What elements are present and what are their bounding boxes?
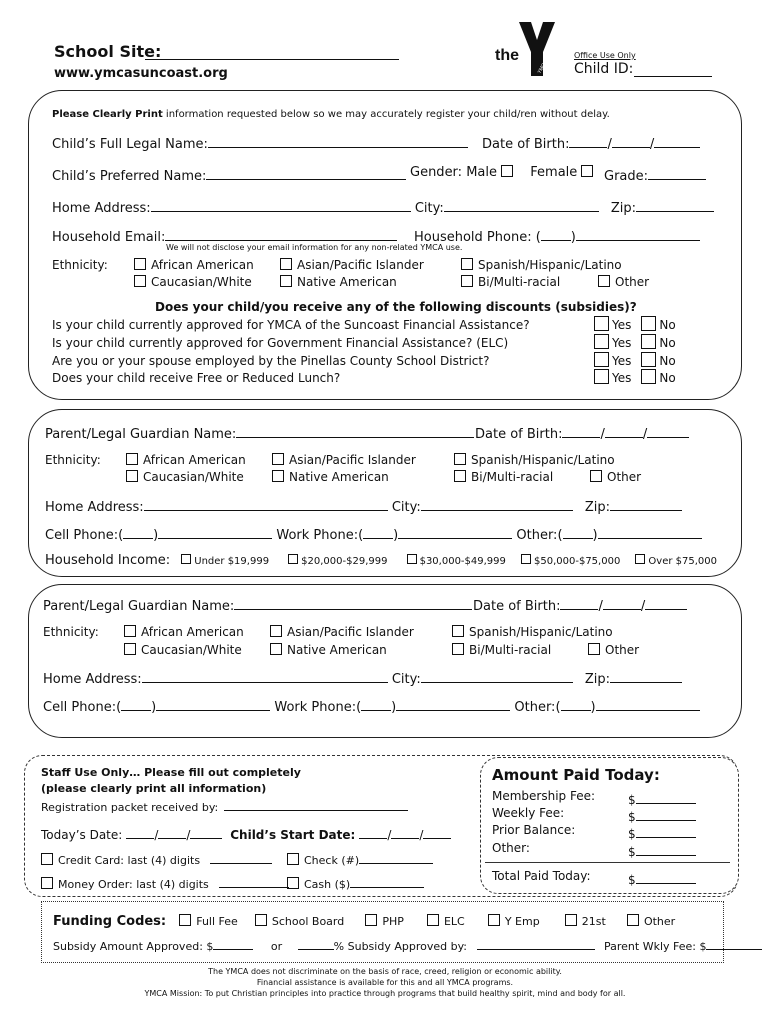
prior-balance-label: Prior Balance:: [492, 823, 576, 837]
g2-eth-hispanic[interactable]: Spanish/Hispanic/Latino: [452, 625, 613, 639]
g2-ethnicity-label: Ethnicity:: [43, 625, 99, 639]
g2-eth-asian-pacific[interactable]: Asian/Pacific Islander: [270, 625, 414, 639]
g1-cell-field[interactable]: [158, 524, 272, 539]
check-row: Check (#): [287, 851, 433, 867]
q1-answers: Yes No: [594, 318, 676, 333]
weekly-fee-row: $: [628, 806, 696, 824]
eth-caucasian[interactable]: Caucasian/White: [134, 275, 252, 289]
checkbox[interactable]: [272, 470, 284, 482]
office-use-label: Office Use Only: [574, 51, 636, 60]
g1-address-field[interactable]: [144, 496, 388, 511]
checkbox[interactable]: [598, 275, 610, 287]
checkbox[interactable]: [635, 554, 645, 564]
checkbox[interactable]: [179, 914, 191, 926]
email-row: Household Email:: [52, 226, 397, 245]
g2-work-field[interactable]: [396, 696, 510, 711]
q2-answers: Yes No: [594, 336, 676, 351]
g2-eth-caucasian[interactable]: Caucasian/White: [124, 643, 242, 657]
male-checkbox[interactable]: [501, 165, 513, 177]
g2-dob-year[interactable]: [645, 595, 687, 610]
question-3: Are you or your spouse employed by the Pinellas County School District?: [52, 354, 490, 368]
packet-received-field[interactable]: [224, 798, 408, 811]
checkbox[interactable]: [590, 470, 602, 482]
g2-work-area[interactable]: [361, 696, 391, 711]
credit-card-checkbox[interactable]: [41, 853, 53, 865]
checkbox[interactable]: [270, 625, 282, 637]
child-id-field[interactable]: [634, 62, 712, 77]
child-zip-field[interactable]: [636, 197, 714, 212]
checkbox[interactable]: [452, 625, 464, 637]
household-phone-row: Household Phone: ( ): [414, 226, 700, 245]
phone-area-field[interactable]: [541, 226, 571, 241]
g1-cell-area[interactable]: [123, 524, 153, 539]
g1-city-field[interactable]: [421, 496, 573, 511]
g1-eth-native-american[interactable]: Native American: [272, 470, 389, 484]
packet-row: Registration packet received by:: [41, 798, 408, 814]
g1-dob-month[interactable]: [562, 423, 600, 438]
child-dob-day[interactable]: [612, 133, 650, 148]
no-checkbox[interactable]: [641, 334, 656, 349]
child-address-row: Home Address: City: Zip:: [52, 197, 714, 216]
question-2: Is your child currently approved for Government Financial Assistance? (ELC): [52, 336, 509, 350]
child-address-field[interactable]: [151, 197, 411, 212]
staff-subtitle: (please clearly print all information): [41, 782, 267, 795]
weekly-fee-label: Weekly Fee:: [492, 806, 565, 820]
g2-address-row: Home Address: City: Zip:: [43, 668, 682, 687]
child-dob-year[interactable]: [654, 133, 700, 148]
amount-paid-title: Amount Paid Today:: [492, 766, 660, 784]
g1-other-area[interactable]: [563, 524, 593, 539]
credit-card-row: Credit Card: last (4) digits: [41, 851, 272, 867]
g1-eth-hispanic[interactable]: Spanish/Hispanic/Latino: [454, 453, 615, 467]
discount-question: Does your child/you receive any of the following discounts (subsidies)?: [155, 300, 637, 314]
checkbox[interactable]: [454, 453, 466, 465]
subsidy-percent-field[interactable]: [298, 937, 334, 950]
svg-text:YMCA: YMCA: [536, 59, 549, 75]
checkbox[interactable]: [627, 914, 639, 926]
checkbox[interactable]: [181, 554, 191, 564]
prior-balance-row: $: [628, 823, 696, 841]
g1-eth-other[interactable]: Other: [590, 470, 641, 484]
g2-other-field[interactable]: [596, 696, 700, 711]
no-checkbox[interactable]: [641, 316, 656, 331]
phone-field[interactable]: [576, 226, 700, 241]
q3-answers: Yes No: [594, 354, 676, 369]
g2-eth-african-american[interactable]: African American: [124, 625, 244, 639]
child-full-name-field[interactable]: [208, 133, 468, 148]
credit-card-field[interactable]: [210, 851, 272, 864]
g1-work-field[interactable]: [398, 524, 512, 539]
g1-name-row: Parent/Legal Guardian Name:: [45, 423, 474, 442]
q4-answers: Yes No: [594, 371, 676, 386]
child-preferred-field[interactable]: [206, 165, 406, 180]
checkbox[interactable]: [134, 275, 146, 287]
checkbox[interactable]: [124, 643, 136, 655]
g1-dob-row: Date of Birth: / /: [475, 423, 689, 442]
g1-work-area[interactable]: [363, 524, 393, 539]
checkbox[interactable]: [124, 625, 136, 637]
membership-fee-label: Membership Fee:: [492, 789, 596, 803]
school-site-label: School Site:: [54, 42, 162, 61]
g2-eth-other[interactable]: Other: [588, 643, 639, 657]
dates-row: Today’s Date: / / Child’s Start Date: / /: [41, 824, 451, 842]
subsidy-row: Subsidy Amount Approved: $ or % Subsidy Approved by: Parent Wkly Fee: $: [53, 937, 762, 953]
website: www.ymcasuncoast.org: [54, 66, 228, 81]
female-checkbox[interactable]: [581, 165, 593, 177]
membership-fee-field[interactable]: [636, 789, 696, 804]
checkbox[interactable]: [280, 258, 292, 270]
g2-name-row: Parent/Legal Guardian Name:: [43, 595, 472, 614]
eth-other[interactable]: Other: [598, 275, 649, 289]
cash-field[interactable]: [350, 875, 424, 888]
checkbox[interactable]: [461, 275, 473, 287]
checkbox[interactable]: [255, 914, 267, 926]
checkbox[interactable]: [521, 554, 531, 564]
g2-zip-field[interactable]: [610, 668, 682, 683]
email-field[interactable]: [165, 226, 397, 241]
eth-multiracial[interactable]: Bi/Multi-racial: [461, 275, 560, 289]
ymca-logo: [493, 20, 565, 80]
g2-address-field[interactable]: [142, 668, 388, 683]
checkbox[interactable]: [126, 470, 138, 482]
checkbox[interactable]: [588, 643, 600, 655]
household-income-row: Household Income: Under $19,999 $20,000-$29,999 $30,000-$49,999 $50,000-$75,000 Over $75,000: [45, 553, 718, 568]
checkbox[interactable]: [365, 914, 377, 926]
other-fee-field[interactable]: [636, 841, 696, 856]
g2-eth-multiracial[interactable]: Bi/Multi-racial: [452, 643, 551, 657]
grade-row: Grade:: [604, 165, 706, 184]
other-label: Other:: [492, 841, 530, 855]
cash-checkbox[interactable]: [287, 877, 299, 889]
g1-address-row: Home Address: City: Zip:: [45, 496, 682, 515]
child-preferred-row: Child’s Preferred Name:: [52, 165, 406, 184]
yes-checkbox[interactable]: [594, 369, 609, 384]
checkbox[interactable]: [126, 453, 138, 465]
money-order-checkbox[interactable]: [41, 877, 53, 889]
other-fee-row: $: [628, 841, 696, 859]
g1-phones-row: Cell Phone:( ) Work Phone:( ) Other:( ): [45, 524, 702, 543]
funding-codes-row: Funding Codes: Full Fee School Board PHP ELC Y Emp 21st Other: [53, 914, 676, 929]
approved-by-field[interactable]: [477, 937, 595, 950]
footer-line-2: Financial assistance is available for this and all YMCA programs.: [256, 978, 514, 987]
total-paid-field[interactable]: [636, 869, 696, 884]
g2-phones-row: Cell Phone:( ) Work Phone:( ) Other:( ): [43, 696, 700, 715]
amount-divider: [485, 862, 730, 863]
membership-fee-row: $: [628, 789, 696, 807]
no-checkbox[interactable]: [641, 352, 656, 367]
g1-other-field[interactable]: [598, 524, 702, 539]
checkbox[interactable]: [452, 643, 464, 655]
money-order-field[interactable]: [219, 875, 289, 888]
gender-row: Gender: Male Female: [410, 165, 598, 180]
school-site-field[interactable]: [145, 44, 399, 60]
g2-cell-field[interactable]: [156, 696, 270, 711]
g1-dob-day[interactable]: [605, 423, 643, 438]
child-dob-row: Date of Birth: / /: [482, 133, 700, 152]
g2-other-area[interactable]: [561, 696, 591, 711]
g2-dob-row: Date of Birth: / /: [473, 595, 687, 614]
eth-african-american[interactable]: African American: [134, 258, 254, 272]
g1-eth-caucasian[interactable]: Caucasian/White: [126, 470, 244, 484]
check-field[interactable]: [359, 851, 433, 864]
today-month[interactable]: [126, 824, 154, 839]
footer-mission: YMCA Mission: To put Christian principles into practice through programs that build healthy spirit, mind and body for all.: [144, 989, 626, 998]
no-checkbox[interactable]: [641, 369, 656, 384]
eth-asian-pacific[interactable]: Asian/Pacific Islander: [280, 258, 424, 272]
weekly-fee-field[interactable]: [636, 806, 696, 821]
yes-checkbox[interactable]: [594, 334, 609, 349]
start-year[interactable]: [423, 824, 451, 839]
eth-native-american[interactable]: Native American: [280, 275, 397, 289]
g2-name-field[interactable]: [234, 595, 472, 610]
g1-zip-field[interactable]: [610, 496, 682, 511]
child-id-label: Child ID:: [574, 61, 634, 77]
total-paid-row: $: [628, 869, 696, 887]
check-checkbox[interactable]: [287, 853, 299, 865]
checkbox[interactable]: [270, 643, 282, 655]
money-order-row: Money Order: last (4) digits: [41, 875, 289, 891]
cash-row: Cash ($): [287, 875, 424, 891]
footer-line-1: The YMCA does not discriminate on the basis of race, creed, religion or economic ability.: [208, 967, 562, 976]
checkbox[interactable]: [407, 554, 417, 564]
subsidy-amount-field[interactable]: [213, 937, 253, 950]
start-day[interactable]: [391, 824, 419, 839]
question-4: Does your child receive Free or Reduced Lunch?: [52, 371, 341, 385]
g2-city-field[interactable]: [421, 668, 573, 683]
email-note: We will not disclose your email information for any non-related YMCA use.: [166, 243, 463, 252]
yes-checkbox[interactable]: [594, 352, 609, 367]
intro-text: Please Clearly Print information requested below so we may accurately register your child/ren without delay.: [52, 109, 610, 120]
checkbox[interactable]: [488, 914, 500, 926]
checkbox[interactable]: [461, 258, 473, 270]
g1-dob-year[interactable]: [647, 423, 689, 438]
svg-text:the: the: [495, 47, 519, 64]
checkbox[interactable]: [565, 914, 577, 926]
yes-checkbox[interactable]: [594, 316, 609, 331]
g2-dob-day[interactable]: [603, 595, 641, 610]
g1-name-field[interactable]: [236, 423, 474, 438]
g2-cell-area[interactable]: [121, 696, 151, 711]
prior-balance-field[interactable]: [636, 823, 696, 838]
child-full-name-row: Child’s Full Legal Name:: [52, 133, 468, 152]
eth-hispanic[interactable]: Spanish/Hispanic/Latino: [461, 258, 622, 272]
g1-eth-asian-pacific[interactable]: Asian/Pacific Islander: [272, 453, 416, 467]
checkbox[interactable]: [280, 275, 292, 287]
ethnicity-label: Ethnicity:: [52, 258, 108, 272]
start-month[interactable]: [359, 824, 387, 839]
checkbox[interactable]: [134, 258, 146, 270]
question-1: Is your child currently approved for YMCA of the Suncoast Financial Assistance?: [52, 318, 530, 332]
total-paid-label: Total Paid Today:: [492, 869, 591, 883]
checkbox[interactable]: [454, 470, 466, 482]
parent-weekly-fee-field[interactable]: [706, 937, 762, 950]
g2-eth-native-american[interactable]: Native American: [270, 643, 387, 657]
today-year[interactable]: [190, 824, 222, 839]
grade-field[interactable]: [648, 165, 706, 180]
checkbox[interactable]: [288, 554, 298, 564]
child-dob-month[interactable]: [569, 133, 607, 148]
child-city-field[interactable]: [444, 197, 599, 212]
g2-dob-month[interactable]: [560, 595, 598, 610]
g1-eth-african-american[interactable]: African American: [126, 453, 246, 467]
today-day[interactable]: [158, 824, 186, 839]
g1-eth-multiracial[interactable]: Bi/Multi-racial: [454, 470, 553, 484]
checkbox[interactable]: [427, 914, 439, 926]
g1-ethnicity-label: Ethnicity:: [45, 453, 101, 467]
staff-title: Staff Use Only… Please fill out completely: [41, 766, 301, 779]
checkbox[interactable]: [272, 453, 284, 465]
